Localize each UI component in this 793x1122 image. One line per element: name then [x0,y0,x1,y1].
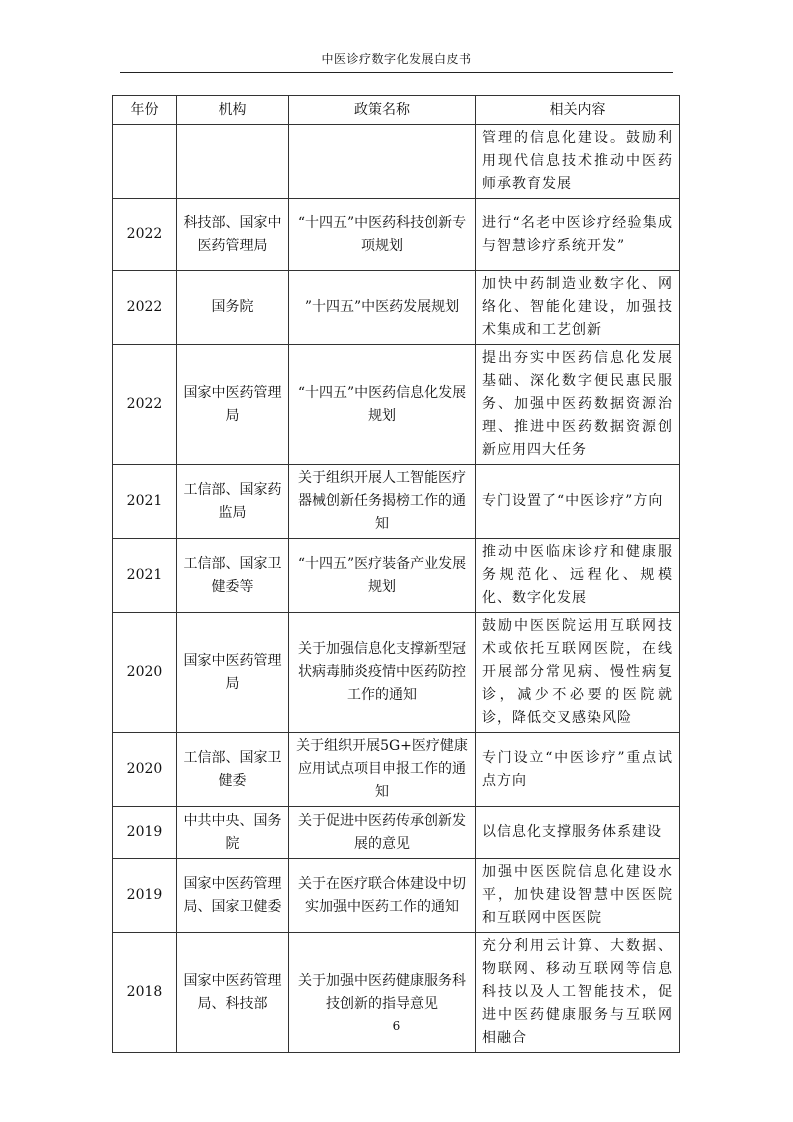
table-row [113,859,680,933]
table-row [113,539,680,613]
policy-cell: 关于组织开展人工智能医疗器械创新任务揭榜工作的通知 [289,465,476,539]
content-cell: 以信息化支撑服务体系建设 [476,807,680,859]
column-header-policy: 政策名称 [289,96,476,125]
content-cell: 专门设置了“中医诊疗”方向 [476,465,680,539]
content-cell: 加快中药制造业数字化、网络化、智能化建设，加强技术集成和工艺创新 [476,271,680,345]
table-row [113,199,680,271]
content-cell: 鼓励中医医院运用互联网技术或依托互联网医院，在线开展部分常见病、慢性病复诊，减少不必要的医院就诊，降低交叉感染风险 [476,613,680,733]
year-cell: 2022 [113,271,177,345]
org-cell: 国家中医药管理局 [177,613,289,733]
year-cell: 2018 [113,933,177,1053]
content-cell: 充分利用云计算、大数据、物联网、移动互联网等信息科技以及人工智能技术，促进中医药健康服务与互联网相融合 [476,933,680,1053]
year-cell: 2021 [113,539,177,613]
policy-cell: 关于加强中医药健康服务科技创新的指导意见 [289,933,476,1053]
policy-cell: “十四五”中医药信息化发展规划 [289,345,476,465]
policy-cell: 关于加强信息化支撑新型冠状病毒肺炎疫情中医药防控工作的通知 [289,613,476,733]
org-cell: 中共中央、国务院 [177,807,289,859]
content-cell: 专门设立“中医诊疗”重点试点方向 [476,733,680,807]
policy-cell: 关于在医疗联合体建设中切实加强中医药工作的通知 [289,859,476,933]
policy-cell: 关于组织开展5G+医疗健康应用试点项目申报工作的通知 [289,733,476,807]
table-row [113,345,680,465]
content-cell: 推动中医临床诊疗和健康服务规范化、远程化、规模化、数字化发展 [476,539,680,613]
policy-cell: “十四五”医疗装备产业发展规划 [289,539,476,613]
page-number: 6 [392,1019,401,1033]
org-cell: 国家中医药管理局、国家卫健委 [177,859,289,933]
table-header-row [113,96,680,125]
table-row [113,125,680,199]
column-header-content: 相关内容 [476,96,680,125]
table-row [113,807,680,859]
table-row [113,733,680,807]
year-cell: 2022 [113,345,177,465]
policy-table [112,95,680,1053]
org-cell: 国务院 [177,271,289,345]
content-cell: 管理的信息化建设。鼓励利用现代信息技术推动中医药师承教育发展 [476,125,680,199]
policy-cell [289,125,476,199]
org-cell: 国家中医药管理局、科技部 [177,933,289,1053]
year-cell: 2020 [113,733,177,807]
header-divider [120,72,673,73]
page-header-title: 中医诊疗数字化发展白皮书 [321,52,472,66]
content-cell: 提出夯实中医药信息化发展基础、深化数字便民惠民服务、加强中医药数据资源治理、推进中医药数据资源创新应用四大任务 [476,345,680,465]
org-cell: 工信部、国家卫健委 [177,733,289,807]
policy-cell: 关于促进中医药传承创新发展的意见 [289,807,476,859]
year-cell: 2020 [113,613,177,733]
org-cell: 工信部、国家卫健委等 [177,539,289,613]
table-row [113,613,680,733]
column-header-year: 年份 [113,96,177,125]
org-cell: 国家中医药管理局 [177,345,289,465]
table-row [113,271,680,345]
table-row [113,933,680,1053]
year-cell: 2022 [113,199,177,271]
year-cell [113,125,177,199]
policy-table-body [113,125,680,1053]
table-row [113,465,680,539]
content-cell: 进行“名老中医诊疗经验集成与智慧诊疗系统开发” [476,199,680,271]
content-cell: 加强中医医院信息化建设水平，加快建设智慧中医医院和互联网中医医院 [476,859,680,933]
year-cell: 2019 [113,807,177,859]
org-cell: 科技部、国家中医药管理局 [177,199,289,271]
policy-cell: ”十四五”中医药发展规划 [289,271,476,345]
year-cell: 2021 [113,465,177,539]
year-cell: 2019 [113,859,177,933]
policy-cell: “十四五”中医药科技创新专项规划 [289,199,476,271]
org-cell [177,125,289,199]
org-cell: 工信部、国家药监局 [177,465,289,539]
column-header-org: 机构 [177,96,289,125]
